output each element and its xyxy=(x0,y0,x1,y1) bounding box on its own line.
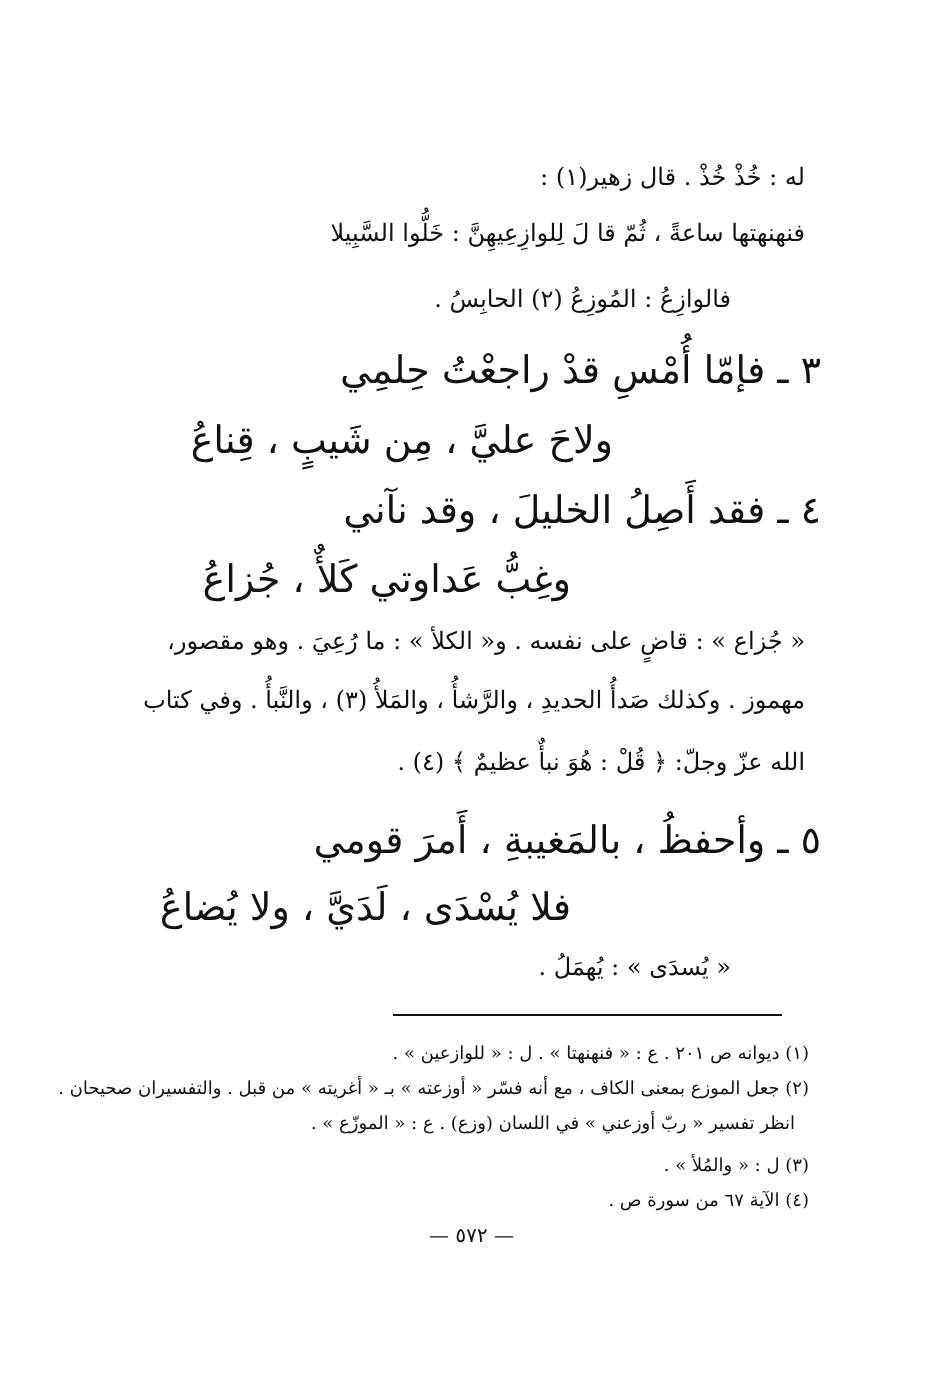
gloss-line: فالوازِعُ : المُوزِعُ (٢) الحابِسُ . xyxy=(434,285,731,313)
footnote-2-continued: انظر تفسير « ربّ أوزعني » في اللسان (وزع) . ع : « الموزّع » . xyxy=(310,1113,795,1134)
gloss-line-2: « يُسدَى » : يُهمَلُ . xyxy=(538,953,731,981)
footnote-4: (٤) الآية ٦٧ من سورة ص . xyxy=(608,1190,809,1211)
verse-4-second-hemistich: وغِبُّ عَداوتي كَلأٌ ، جُزاعُ xyxy=(202,557,571,601)
footnote-1: (١) ديوانه ص ٢٠١ . ع : « فنهنهتا » . ل : « للوازعين » . xyxy=(392,1043,809,1064)
commentary-line-3: الله عزّ وجلّ: ﴿ قُلْ : هُوَ نبأٌ عظيمٌ ﴾ (٤) . xyxy=(397,748,805,776)
footnote-3: (٣) ل : « والمُلأ » . xyxy=(663,1155,809,1176)
verse-5-second-hemistich: فلا يُسْدَى ، لَدَيَّ ، ولا يُضاعُ xyxy=(159,885,571,929)
commentary-line-2: مهموز . وكذلك صَدأُ الحديدِ ، والرَّشأُ ، والمَلأُ (٣) ، والنَّبأُ . وفي كتاب xyxy=(143,686,805,714)
footnote-divider xyxy=(393,1014,782,1016)
commentary-line-1: « جُزاع » : قاضٍ على نفسه . و« الكلأ » : ما رُعِيَ . وهو مقصور، xyxy=(167,627,805,655)
verse-3-first-hemistich: ٣ ـ فإمّا أُمْسِ قدْ راجعْتُ حِلمِي xyxy=(340,348,821,392)
intro-line: له : خُذْ خُذْ . قال زهير(١) : xyxy=(540,163,805,191)
verse-5-first-hemistich: ٥ ـ وأحفظُ ، بالمَغيبةِ ، أَمرَ قومي xyxy=(313,818,821,862)
verse-4-first-hemistich: ٤ ـ فقد أَصِلُ الخليلَ ، وقد نآني xyxy=(343,488,821,532)
page-number: — ٥٧٢ — xyxy=(429,1223,514,1247)
verse-3-second-hemistich: ولاحَ عليَّ ، مِن شَيبٍ ، قِناعُ xyxy=(190,418,613,462)
footnote-2: (٢) جعل الموزع بمعنى الكاف ، مع أنه فسّر « أوزعته » بـ « أغريته » من قبل . والتفسيران صحيحان . xyxy=(58,1078,809,1099)
quoted-verse: فنهنهتها ساعةً ، ثُمّ قا لَ لِلوازِعِيهِنَّ : خَلُّوا السَّبِيلا xyxy=(330,219,805,247)
